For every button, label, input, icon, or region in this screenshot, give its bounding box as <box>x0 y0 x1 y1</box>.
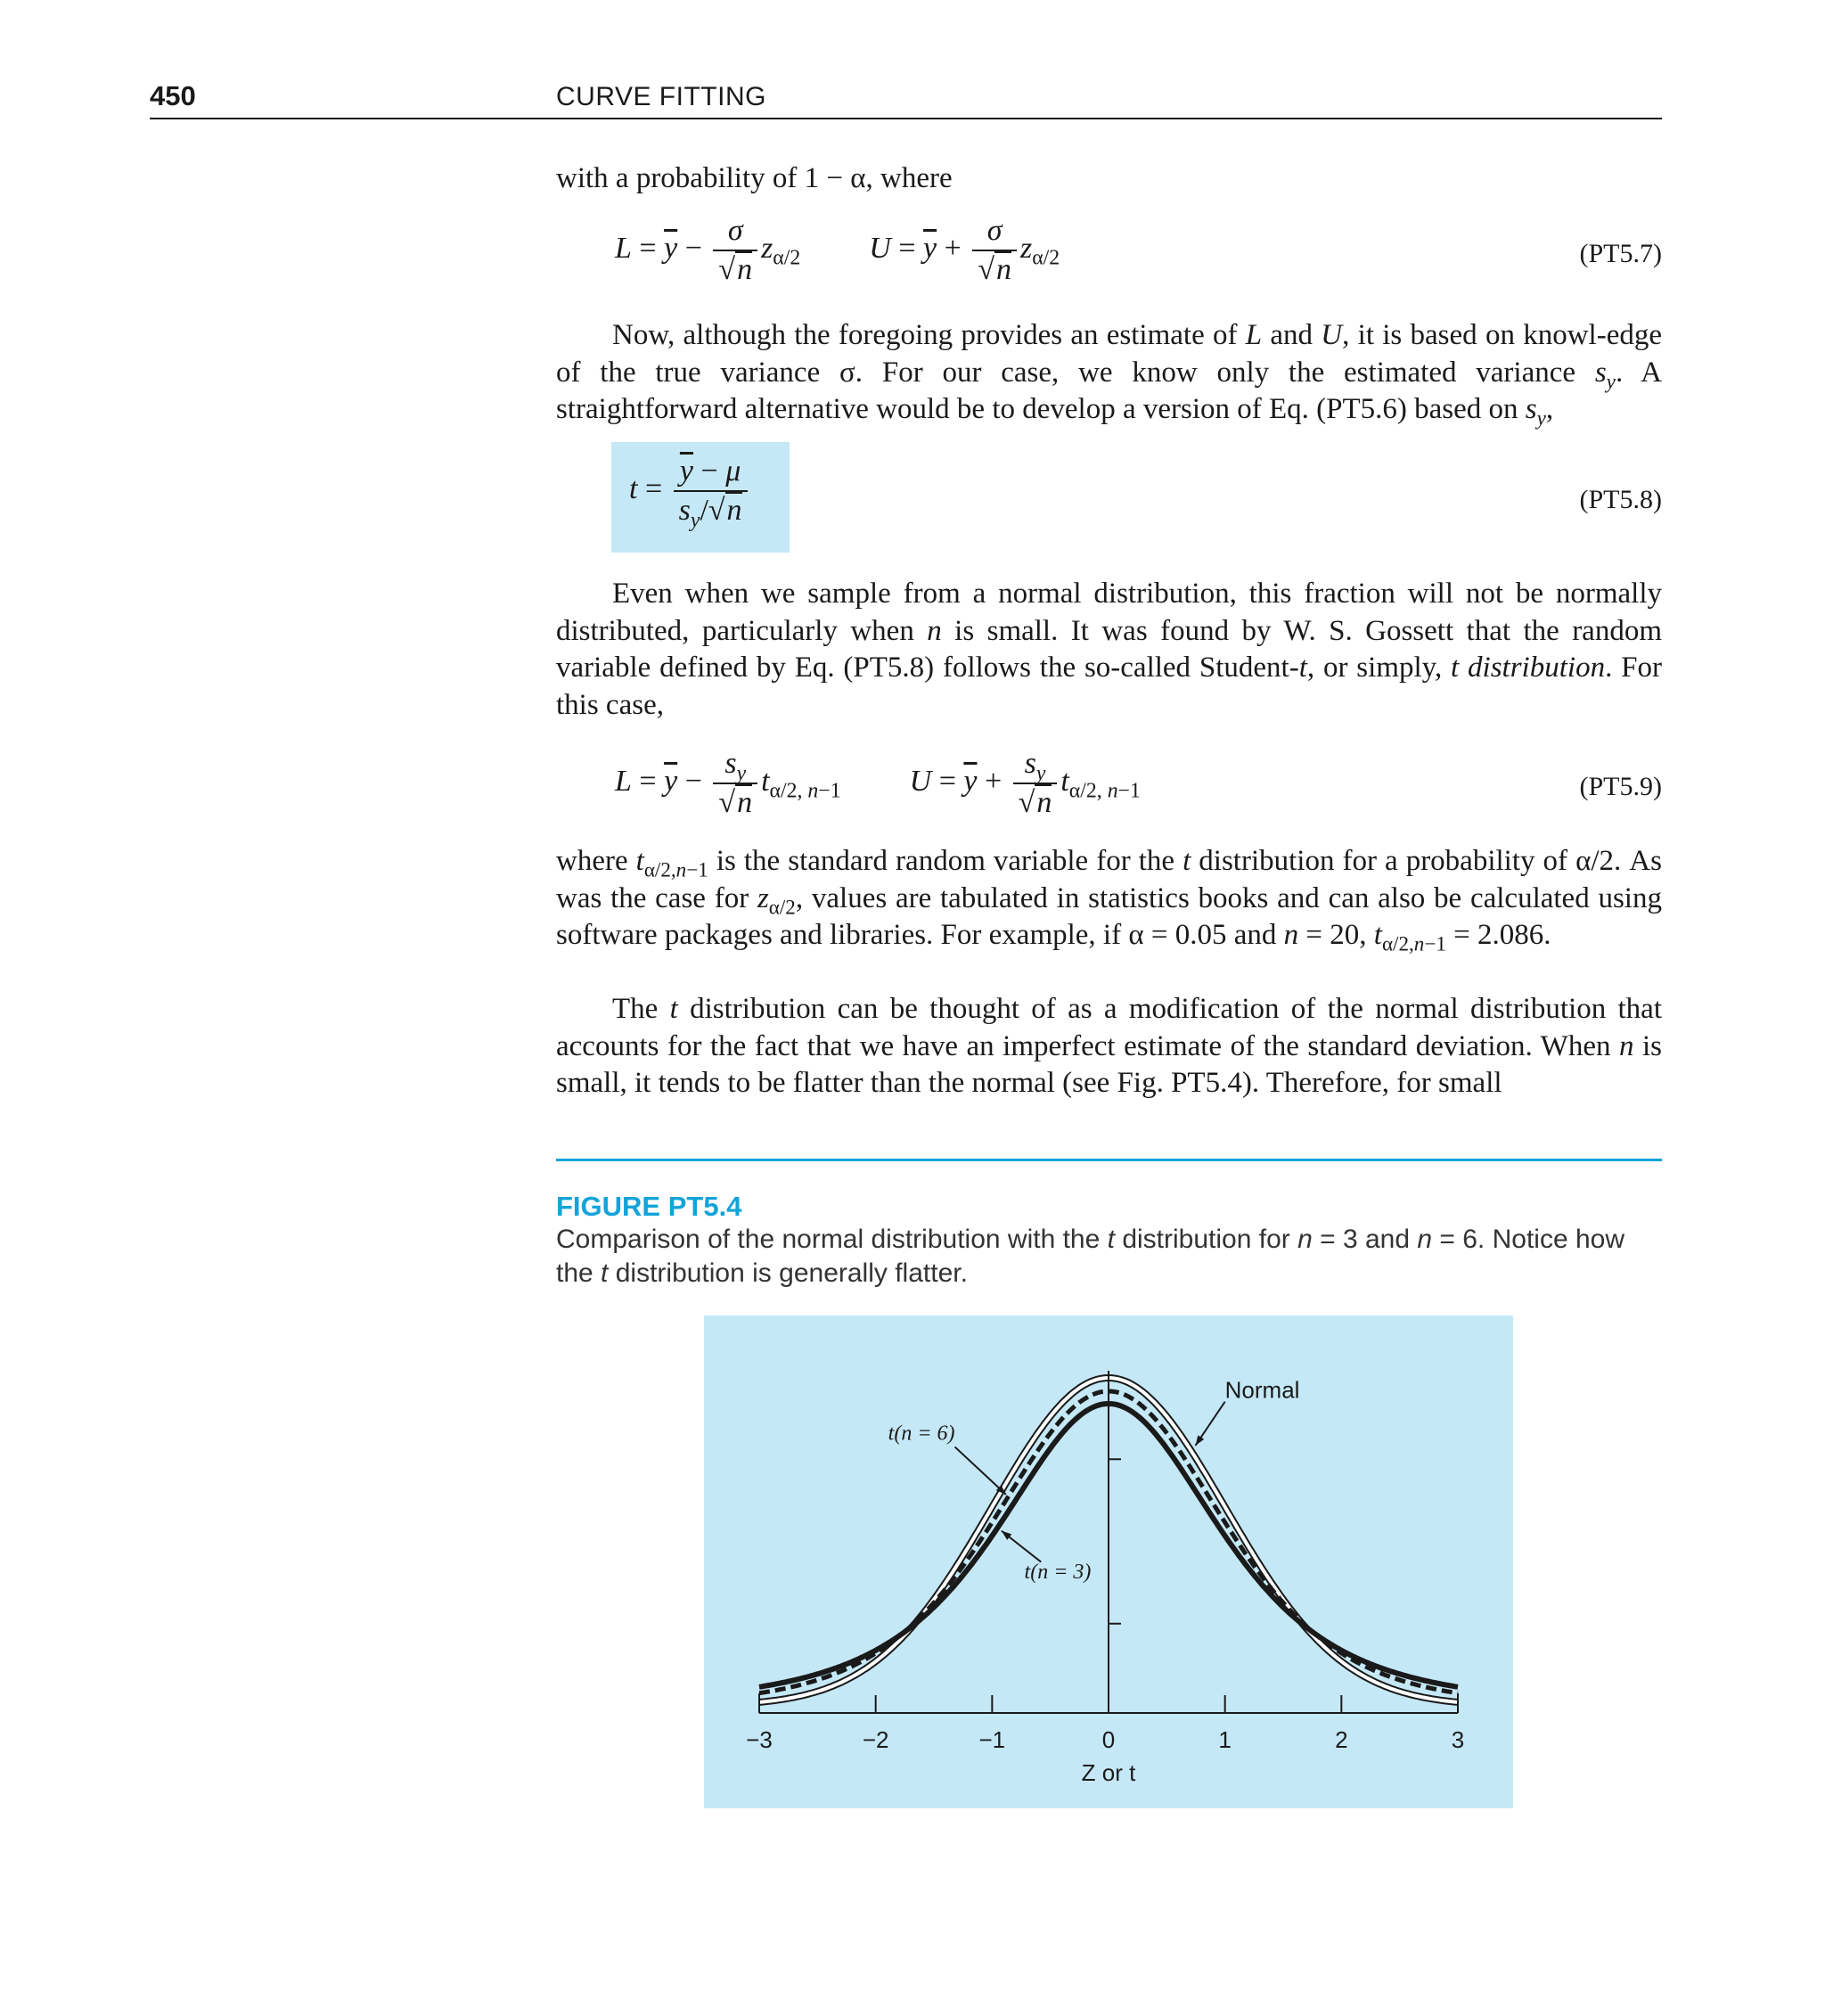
equation-number: (PT5.7) <box>1579 239 1662 268</box>
equation-number: (PT5.8) <box>1579 485 1662 514</box>
x-tick-label: 1 <box>1218 1726 1232 1753</box>
figure-label: FIGURE PT5.4 <box>556 1191 742 1222</box>
figure-rule <box>556 1159 1662 1161</box>
equation-pt5-9: $L = \overline{y}$ − $\frac{s_y}{√n}$ $t_{\alpha/2, n-1}$ $U = \overline{y}$ + $\frac{s_y}{√n}$ $t_{\alpha/2, n-1}$ <box>615 747 1141 819</box>
equation-number: (PT5.9) <box>1579 772 1662 801</box>
equation-pt5-7: $L = \overline{y}$ − $\frac{\sigma}{√n}$ $z_{\alpha/2}$ $U = \overline{y}$ + $\frac{\sigma}{√n}$ $z_{\alpha/2}$ <box>615 214 1060 286</box>
x-tick-label: −2 <box>862 1726 889 1753</box>
paragraph-variance: Now, although the foregoing provides an estimate of L and U, it is based on knowl-edge of the true variance σ. For our case, we know only the estimated variance $s_y$. A straightforward alternative would be to develop a version of Eq. (PT5.6) based on $s_y$, <box>556 319 1662 430</box>
running-header: CURVE FITTING <box>556 82 766 111</box>
x-tick-label: 2 <box>1335 1726 1348 1753</box>
annotation-t6-leader <box>955 1446 1006 1494</box>
distribution-chart <box>704 1315 1513 1808</box>
page-number: 450 <box>150 80 196 111</box>
chart-svg <box>704 1315 1513 1808</box>
x-tick-label: 3 <box>1451 1726 1465 1753</box>
annotation-normal-arrowhead <box>1195 1435 1204 1446</box>
x-tick-label: 0 <box>1101 1726 1116 1753</box>
x-axis-label: Z or t <box>1081 1759 1136 1786</box>
equation-pt5-8: t = $\frac{\overline{y} - \mu}{s_y/√n}$ <box>629 455 751 528</box>
annotation-t6-label: t(n = 6) <box>888 1422 955 1446</box>
paragraph-flatter: The t distribution can be thought of as a modification of the normal distribution that accounts for the fact that we have an imperfect estimate of the standard deviation. When n is small, it tends to be flatter than the normal (see Fig. PT5.4). Therefore, for small <box>556 993 1663 1099</box>
paragraph-intro: with a probability of 1 − α, where <box>556 162 953 194</box>
paragraph-gossett: Even when we sample from a normal distribution, this fraction will not be normally distributed, particularly when n is small. It was found by W. S. Gossett that the random variable defined by Eq. (PT5.8) follows the so-called Student-t, or simply, t distribution. For this case, <box>556 578 1663 721</box>
x-tick-label: −3 <box>746 1726 773 1753</box>
annotation-normal-label: Normal <box>1224 1376 1300 1404</box>
annotation-t3-label: t(n = 3) <box>1024 1561 1092 1585</box>
figure-caption: Comparison of the normal distribution with the t distribution for n = 3 and n = 6. Notice how the t distribution is generally flatter. <box>556 1225 1625 1288</box>
header-rule <box>150 118 1662 119</box>
x-tick-label: −1 <box>978 1726 1006 1753</box>
paragraph-t-value: where $t_{\alpha/2,n-1}$ is the standard random variable for the t distribution for a probability of α/2. As was the case for $z_{\alpha/2}$, values are tabulated in statistics books and can also be calculated using software packages and libraries. For example, if α = 0.05 and n = 20, $t_{\alpha/2,n-1} = 2.086$. <box>556 845 1662 955</box>
